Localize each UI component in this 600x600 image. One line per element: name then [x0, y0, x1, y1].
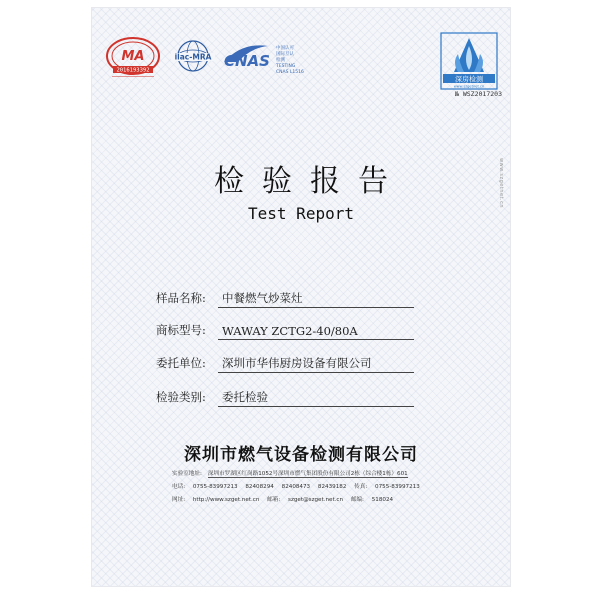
field-label: 委托单位: [156, 356, 206, 370]
shenfang-logo-text: 深房检测 [455, 75, 483, 84]
field-value: 中餐燃气炒菜灶 [222, 291, 303, 305]
cnas-side-2: 国际互认 [276, 52, 294, 57]
address-line [172, 469, 414, 478]
phone-value: 0755-83997213 [192, 484, 238, 490]
field-sample-name [156, 288, 414, 308]
field-underline [218, 339, 414, 340]
cnas-side-1: 中国认可 [276, 46, 294, 51]
cma-logo-text: MA [121, 49, 145, 64]
field-underline [218, 372, 414, 373]
postcode-value: 518024 [371, 497, 394, 503]
cnas-logo [220, 40, 312, 80]
phone-value: 82439182 [317, 484, 347, 490]
report-number: № WSZ2017203 [455, 90, 502, 98]
title-chinese: 检验报告 [214, 164, 406, 199]
field-underline [218, 406, 414, 407]
report-cover [92, 8, 510, 586]
shenfang-logo-url: www.szgetnet.cn [453, 84, 485, 89]
web-value[interactable]: http://www.szget.net.cn [192, 497, 260, 503]
ilac-mra-logo [168, 36, 218, 80]
email-value[interactable]: szget@szget.net.cn [288, 497, 344, 503]
phone-value: 82408294 [245, 484, 274, 490]
ilac-logo-text: ilac-MRA [174, 52, 212, 62]
cma-logo [104, 36, 162, 80]
field-label: 样品名称: [156, 291, 206, 305]
cnas-logo-text: CNAS [224, 52, 270, 70]
address-value: 深圳市罗湖区红岗路1052号深圳市燃气集团股份有限公司2栋（综合楼1栋）601 [207, 471, 408, 477]
title-english: Test Report [248, 204, 354, 223]
cnas-sub: TESTING [276, 64, 296, 69]
web-line [172, 495, 399, 503]
cnas-code: CNAS L1516 [276, 70, 304, 75]
address-label: 实验室地址: [172, 471, 202, 477]
side-url: www.szgetnet.cn [498, 158, 504, 209]
field-label: 商标型号: [156, 323, 206, 337]
cnas-side-3: 检测 [276, 58, 285, 63]
field-test-category [156, 387, 414, 407]
field-label: 检验类别: [156, 390, 206, 404]
shenfang-logo [440, 32, 498, 90]
field-value: WAWAY ZCTG2-40/80A [222, 324, 358, 338]
cma-logo-numbers: 2016193392 [116, 67, 150, 74]
fax-value: 0755-83997213 [375, 484, 420, 490]
phone-line [172, 482, 426, 490]
postcode-label: 邮编: [350, 497, 364, 503]
field-brand-model [156, 320, 414, 340]
phone-value: 82408473 [281, 484, 311, 490]
field-underline [218, 307, 414, 308]
phone-label: 电话: [172, 484, 186, 490]
email-label: 邮箱: [267, 497, 281, 503]
fax-label: 传真: [354, 484, 368, 490]
field-client [156, 353, 414, 373]
field-value: 深圳市华伟厨房设备有限公司 [222, 356, 372, 370]
organization-name: 深圳市燃气设备检测有限公司 [184, 445, 418, 465]
field-value: 委托检验 [222, 390, 268, 404]
web-label: 网址: [172, 497, 186, 503]
